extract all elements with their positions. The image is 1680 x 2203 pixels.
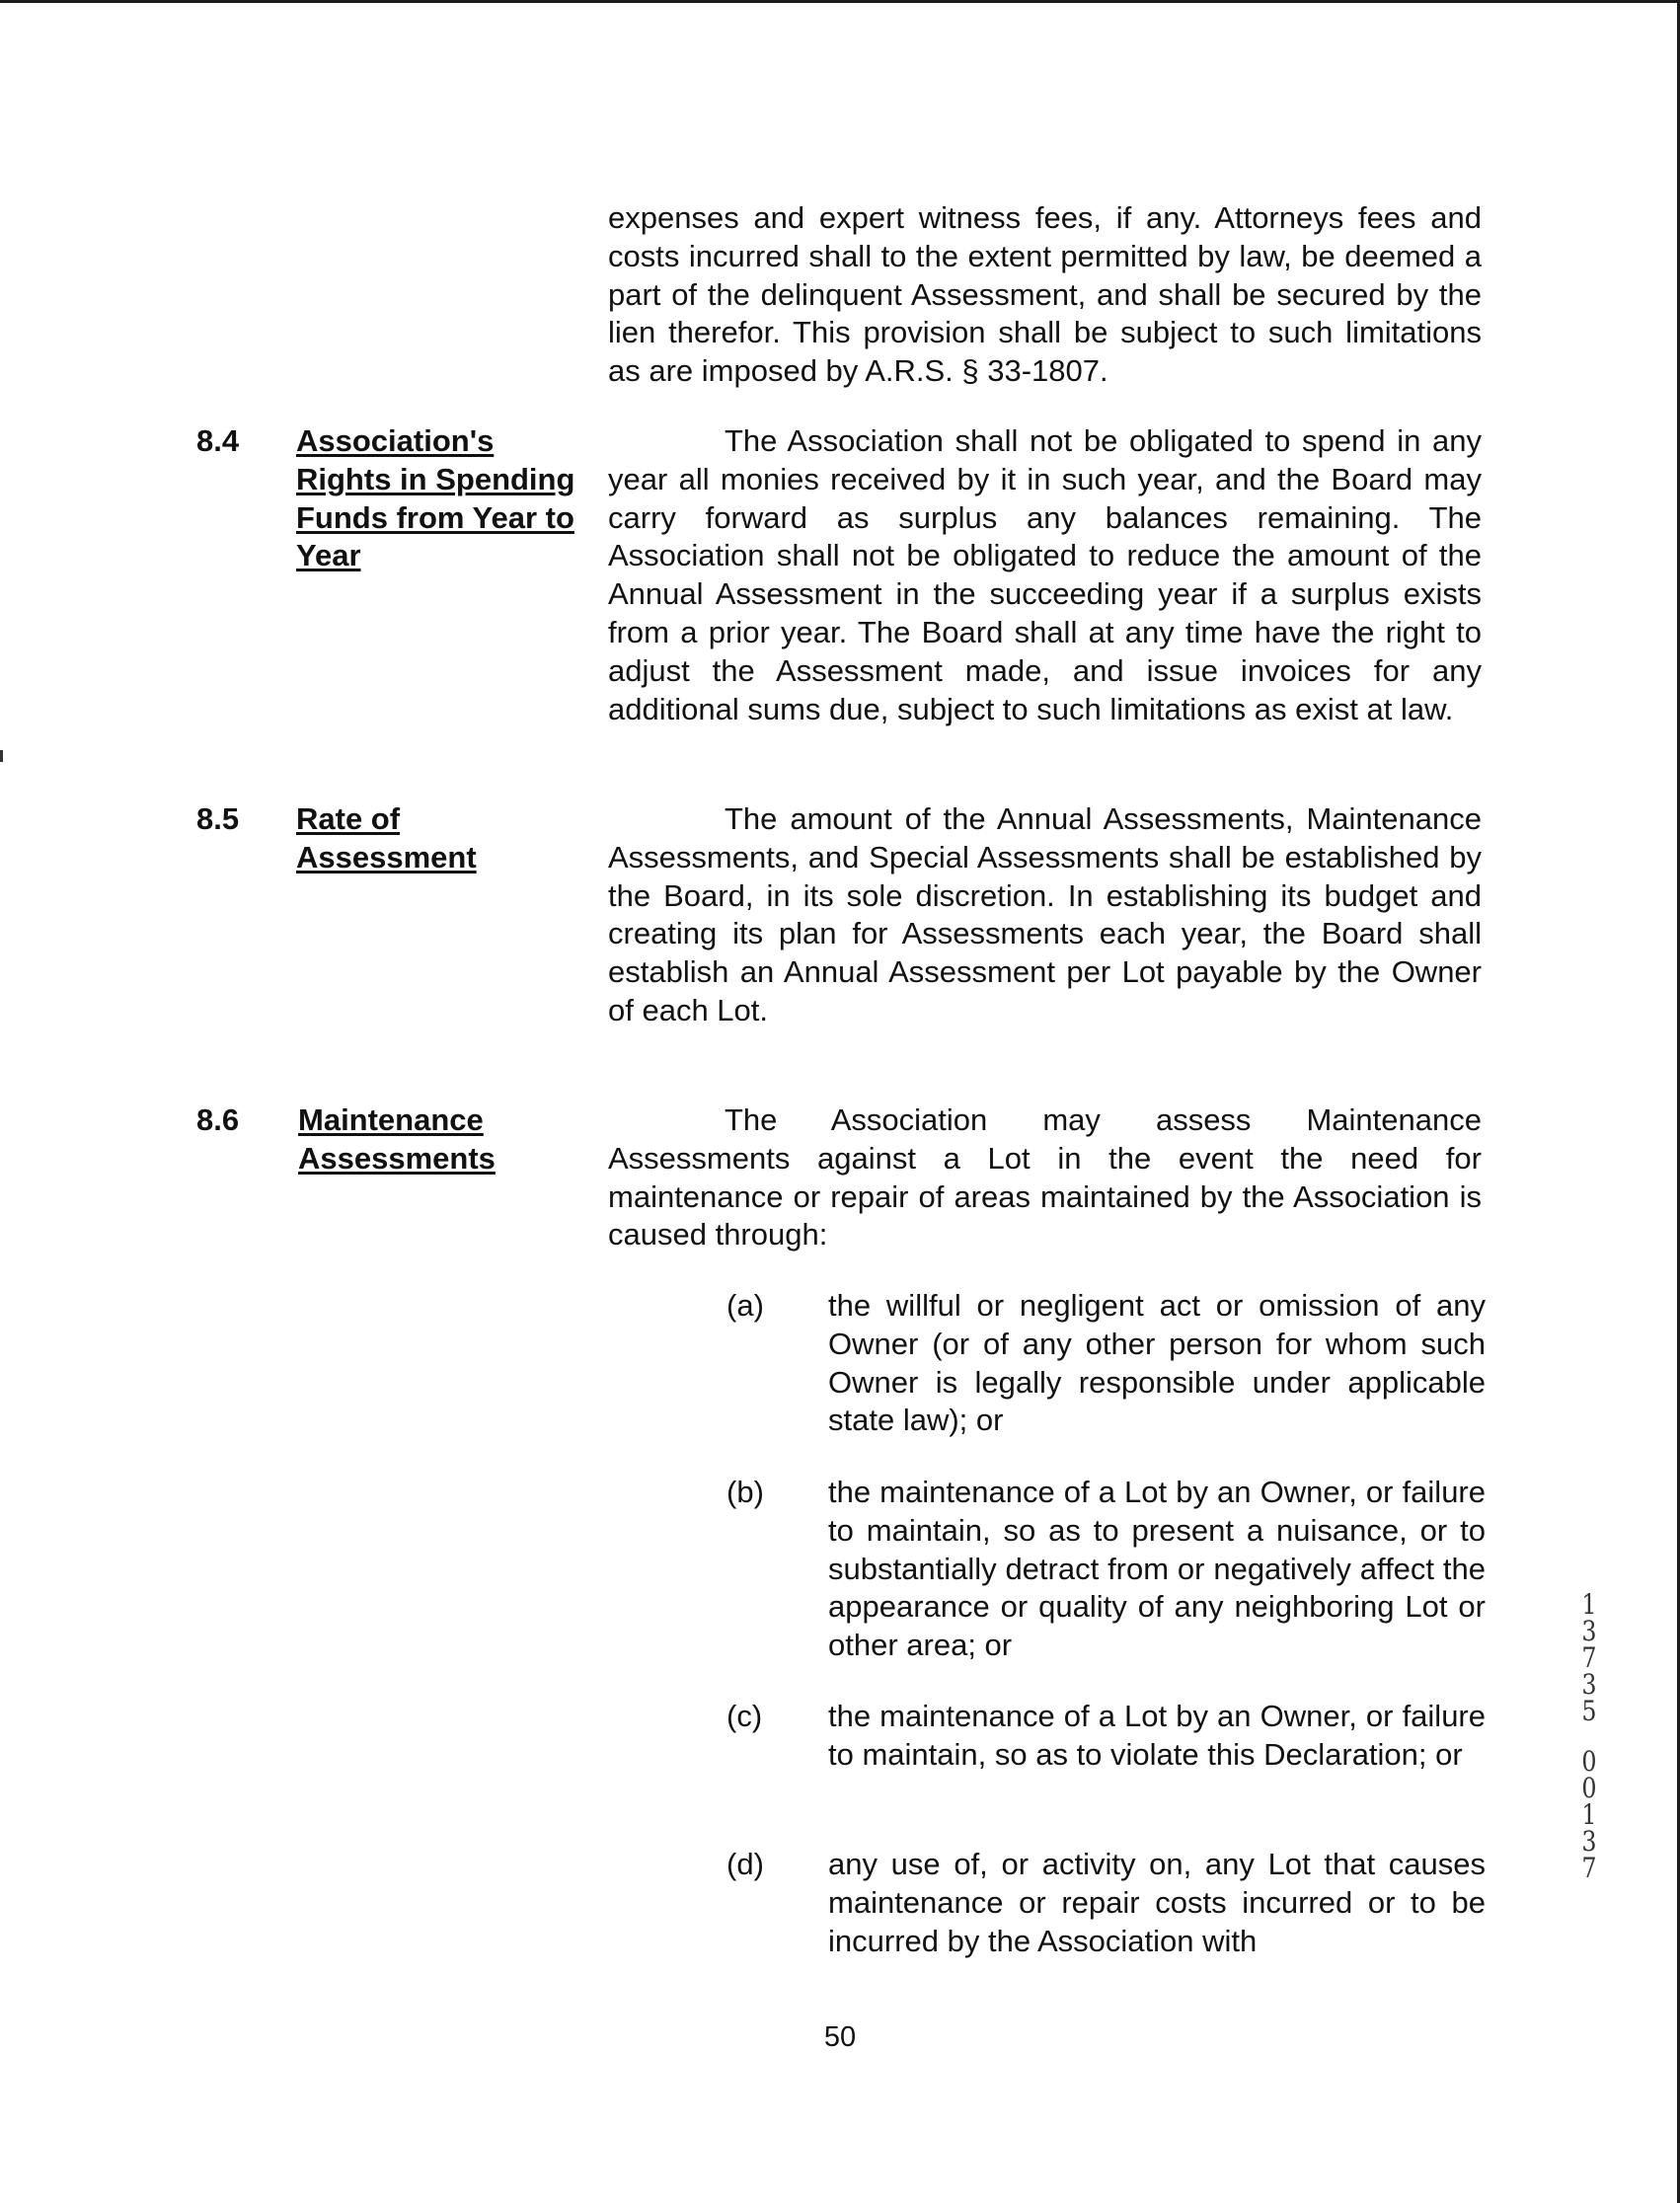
stamp-digit: 3: [1581, 1825, 1597, 1858]
stamp-digit: 3: [1581, 1615, 1597, 1647]
section-body: The Association may assess Maintenance Assessments against a Lot in the event the need for maintenance or repair of areas maintained by the Association is caused through:: [608, 1102, 1482, 1253]
scan-mark: [0, 750, 3, 762]
section-number: 8.5: [196, 801, 240, 836]
stamp-digit: 0: [1581, 1745, 1597, 1778]
list-item: the willful or negligent act or omission of any Owner (or of any other person for whom such Owner is legally responsible under applicable state law); or: [828, 1288, 1486, 1438]
section-title: Association's Rights in Spending Funds from Year to Year: [296, 423, 575, 573]
stamp-digit: 7: [1581, 1852, 1597, 1884]
stamp-digit: 1: [1581, 1798, 1597, 1831]
stamp-digit: 3: [1581, 1668, 1597, 1701]
list-item: the maintenance of a Lot by an Owner, or failure to maintain, so as to violate this Declaration; or: [828, 1699, 1486, 1772]
section-title: Maintenance Assessments: [298, 1102, 496, 1176]
list-item: the maintenance of a Lot by an Owner, or failure to maintain, so as to present a nuisance, or to substantially detract from or negatively affect the appearance or quality of any neighboring Lot or other area; or: [828, 1475, 1486, 1663]
list-item: any use of, or activity on, any Lot that causes maintenance or repair costs incurred or to be incurred by the Association with: [828, 1847, 1486, 1958]
list-item-label: (c): [726, 1699, 763, 1733]
page-number: 50: [823, 2021, 857, 2053]
section-body: The Association shall not be obligated to spend in any year all monies received by it in such year, and the Board may carry forward as surplus any balances remaining. The Association shall not be obligated to reduce the amount of the Annual Assessment in the succeeding year if a surplus exists from a prior year. The Board shall at any time have the right to adjust the Assessment made, and issue invoices for any additional sums due, subject to such limitations as exist at law.: [608, 423, 1482, 726]
list-item-label: (d): [726, 1847, 764, 1881]
stamp-digit: 7: [1581, 1641, 1597, 1674]
scan-border-top: [0, 0, 1680, 3]
section-title: Rate of Assessment: [296, 801, 477, 874]
stamp-digit: 0: [1581, 1772, 1597, 1804]
section-number: 8.4: [196, 423, 240, 458]
list-item-label: (b): [726, 1475, 764, 1509]
intro-paragraph: expenses and expert witness fees, if any. Attorneys fees and costs incurred shall to the extent permitted by law, be deemed a part of the delinquent Assessment, and shall be secured by the lien therefor. This provision shall be subject to such limitations as are imposed by A.R.S. § 33-1807.: [608, 200, 1482, 389]
recording-stamp: [1575, 1588, 1604, 1884]
list-item-label: (a): [726, 1288, 764, 1323]
stamp-digit: 1: [1581, 1588, 1597, 1621]
stamp-digit: 5: [1581, 1695, 1597, 1727]
section-body: The amount of the Annual Assessments, Maintenance Assessments, and Special Assessments shall be established by the Board, in its sole discretion. In establishing its budget and creating its plan for Assessments each year, the Board shall establish an Annual Assessment per Lot payable by the Owner of each Lot.: [608, 801, 1482, 1027]
section-number: 8.6: [196, 1102, 240, 1137]
